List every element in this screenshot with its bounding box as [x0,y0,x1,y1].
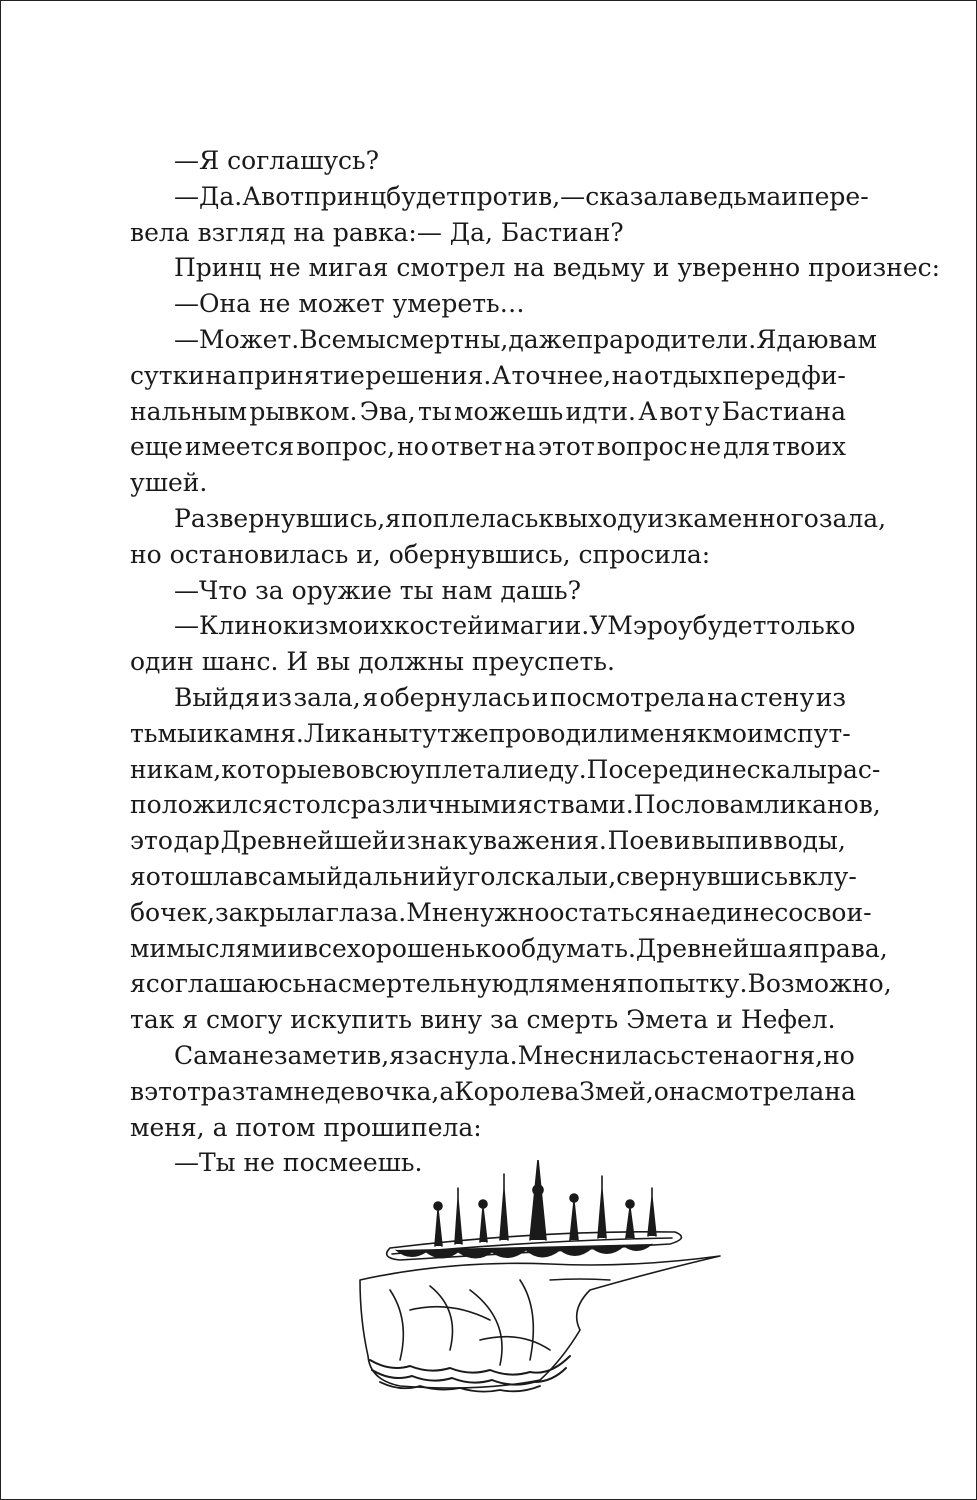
text-line: Развернувшись, я поплелась к выходу из каменного зала, [174,503,887,533]
crown-on-cloth-icon [330,1160,730,1400]
text-line: сутки на принятие решения. А точнее, на отдых перед фи- [130,360,846,390]
text-line: ми мыслями и все хорошенько обдумать. Древнейшая права, [130,933,888,963]
text-line: я соглашаюсь на смертельную для меня попытку. Возможно, [130,969,892,999]
text-line: меня, а потом прошипела: [130,1112,482,1142]
text-line: но остановилась и, обернувшись, спросила: [130,539,711,569]
text-line: никам, которые вовсю уплетали еду. Посередине скалы рас- [130,754,881,784]
text-line: еще имеется вопрос, но ответ на этот вопрос не для твоих [130,432,846,462]
text-line: так я смогу искупить вину за смерть Эмета и Нефел. [130,1005,836,1035]
text-line: бочек, закрыла глаза. Мне нужно остаться наедине со свои- [130,897,872,927]
text-line: я отошла в самый дальний угол скалы и, свернувшись в клу- [130,861,857,891]
text-line: Выйдя из зала, я обернулась и посмотрела на стену из [174,682,846,712]
text-line: это дар Древнейшей и знак уважения. Поев и выпив воды, [130,826,846,856]
text-line: положился стол с различными яствами. По словам ликанов, [130,790,881,820]
text-line: —Ты не посмеешь. [174,1148,423,1178]
text-line: —Да. А вот принц будет против,— сказала ведьма и пере- [174,181,869,211]
text-line: в этот раз там не девочка, а Королева Змей, она смотрела на [130,1076,856,1106]
text-line: ушей. [130,468,208,498]
text-line: —Что за оружие ты нам дашь? [174,575,581,605]
text-line: тьмы и камня. Ликаны тут же проводили меня к моим спут- [130,718,851,748]
body-text [130,143,941,1181]
text-line: один шанс. И вы должны преуспеть. [130,647,615,677]
text-line: —Она не может умереть… [174,289,525,319]
text-line: —Я соглашусь? [174,146,380,175]
text-line: нальным рывком. Эва, ты можешь идти. А вот у Бастиана [130,396,846,426]
text-line: Сама не заметив, я заснула. Мне снилась стена огня, но [174,1040,855,1070]
text-line: вела взгляд на равка:— Да, Бастиан? [130,217,624,247]
text-line: —Клинок из моих костей и магии. У Мэроу будет только [174,611,856,641]
text-line: —Может. Все мы смертны, даже прародители. Я даю вам [174,324,877,354]
text-line: Принц не мигая смотрел на ведьму и уверенно произнес: [174,253,941,283]
